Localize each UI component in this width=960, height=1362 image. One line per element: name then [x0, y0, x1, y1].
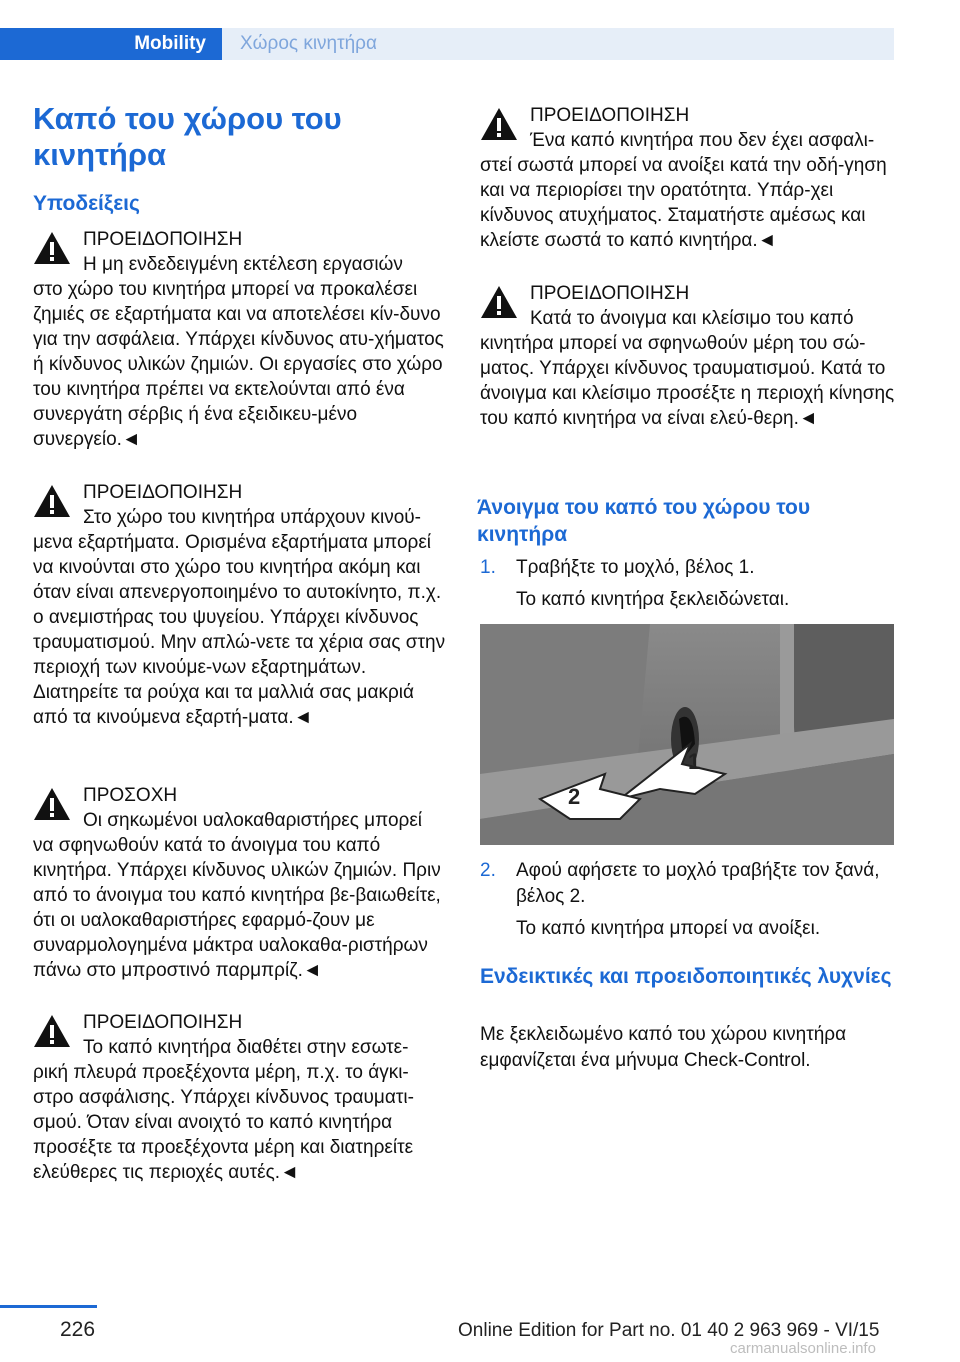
warning-text: ρική πλευρά προεξέχοντα μέρη, π.χ. το άγκι‐στρο ασφάλισης. Υπάρχει κίνδυνος τραυματι‐σμού. Όταν είναι ανοιχτό το καπό κινητήρα προσέξτε τα προεξέχοντα μέρη και διατηρείτε ελεύθερες τις περιοχές αυτές.◄ [33, 1062, 414, 1183]
subsection-tab [222, 28, 894, 60]
section-title-lamps: Ενδεικτικές και προειδοποιητικές λυχνίες [480, 965, 892, 988]
warning-first-line: Η μη ενδεδειγμένη εκτέλεση εργασιών [83, 254, 403, 275]
page-title [33, 101, 342, 173]
watermark: carmanualsonline.info [730, 1340, 876, 1357]
warning-first-line: Ένα καπό κινητήρα που δεν έχει ασφαλι‐ [530, 130, 875, 151]
caution-first-line: Οι σηκωμένοι υαλοκαθαριστήρες μπορεί [83, 810, 423, 831]
subtitle-hints: Υποδείξεις [33, 192, 140, 215]
warning-first-line: Στο χώρο του κινητήρα υπάρχουν κινού‐ [83, 507, 422, 528]
step-number: 1. [480, 557, 496, 578]
step-number: 2. [480, 860, 496, 881]
warning-title: ΠΡΟΕΙΔΟΠΟΙΗΣΗ [83, 229, 243, 250]
warning-first-line: Το καπό κινητήρα διαθέτει στην εσωτε‐ [83, 1037, 409, 1058]
caution-text: να σφηνωθούν κατά το άνοιγμα του καπό κινητήρα. Υπάρχει κίνδυνος υλικών ζημιών. Πριν από το άνοιγμα του καπό κινητήρα βε‐βαιωθείτε, ότι οι υαλοκαθαριστήρες εφαρμό‐ζουν με συναρμολογημένα μάκτρα υαλοκαθα‐ριστήρων πάνω στο μπροστινό παρμπρίζ.◄ [33, 835, 441, 981]
caution-title: ΠΡΟΣΟΧΗ [83, 785, 178, 806]
warning-title: ΠΡΟΕΙΔΟΠΟΙΗΣΗ [83, 482, 243, 503]
warning-text: στεί σωστά μπορεί να ανοίξει κατά την οδή‐γηση και να περιορίσει την ορατότητα. Υπάρ‐χει κίνδυνος ατυχήματος. Σταματήστε αμέσως και κλείστε σωστά το καπό κινητήρα.◄ [480, 155, 887, 251]
warning-text: μενα εξαρτήματα. Ορισμένα εξαρτήματα μπορεί να κινούνται στο χώρο του κινητήρα ακόμη και όταν είναι απενεργοποιημένο το αυτοκίνητο, π.χ. ο ανεμιστήρας του ψυγείου. Υπάρχει κίνδυνος τραυματισμού. Μην απλώ‐νετε τα χέρια σας στην περιοχή των κινούμε‐νων εξαρτημάτων. Διατηρείτε τα ρούχα και τα μαλλιά σας μακριά από τα κινούμενα εξαρτή‐ματα.◄ [33, 532, 446, 728]
step-text: Αφού αφήσετε το μοχλό τραβήξτε τον ξανά, βέλος 2. [516, 860, 880, 907]
page-number: 226 [60, 1318, 96, 1341]
warning-triangle-icon [33, 231, 71, 265]
warning-block [33, 1010, 448, 1185]
step-item [480, 555, 895, 613]
step-result: Το καπό κινητήρα ξεκλειδώνεται. [516, 589, 790, 610]
warning-text: κινητήρα μπορεί να σφηνωθούν μέρη του σώ‐ματος. Υπάρχει κίνδυνος τραυματισμού. Κατά το άνοιγμα και κλείσιμο προσέξτε η περιοχή κίνησης του καπό κινητήρα να είναι ελεύ‐θερη.◄ [480, 333, 895, 429]
arrow-1-label: 1 [688, 749, 701, 774]
lamps-text: Με ξεκλειδωμένο καπό του χώρου κινητήρα εμφανίζεται ένα μήνυμα Check-Control. [480, 1024, 847, 1071]
warning-triangle-icon [33, 787, 71, 821]
section-tab [0, 28, 222, 60]
warning-text: στο χώρο του κινητήρα μπορεί να προκαλέσει ζημιές σε εξαρτήματα και να αποτελέσει κίν‐δυνο για την ασφάλεια. Υπάρχει κίνδυνος ατυ‐χήματος ή κίνδυνος υλικών ζημιών. Οι εργασίες στο χώρο του κινητήρα πρέπει να εκτελούνται από ένα συνεργάτη σέρβις ή ένα εξειδικευ‐μένο συνεργείο.◄ [33, 279, 444, 450]
warning-triangle-icon [480, 107, 518, 141]
warning-block [33, 227, 448, 452]
edition-text: Online Edition for Part no. 01 40 2 963 969 - VI/15 [458, 1320, 880, 1341]
warning-block [480, 281, 895, 431]
warning-title: ΠΡΟΕΙΔΟΠΟΙΗΣΗ [530, 105, 690, 126]
warning-title: ΠΡΟΕΙΔΟΠΟΙΗΣΗ [83, 1012, 243, 1033]
hood-release-lever-photo [480, 624, 894, 845]
section-tab-label: Mobility [134, 33, 206, 54]
page-title-line2: κινητήρα [33, 137, 167, 172]
warning-block [33, 480, 448, 730]
footer-rule [0, 1305, 97, 1308]
step-result: Το καπό κινητήρα μπορεί να ανοίξει. [516, 918, 821, 939]
step-item [480, 858, 895, 942]
page-title-line1: Καπό του χώρου του [33, 101, 342, 136]
header-bar [0, 28, 894, 60]
warning-block [480, 103, 895, 253]
arrow-2-label: 2 [568, 784, 581, 809]
caution-block [33, 783, 448, 983]
subsection-tab-label: Χώρος κινητήρα [240, 33, 377, 54]
step-text: Τραβήξτε το μοχλό, βέλος 1. [516, 557, 755, 578]
warning-triangle-icon [33, 484, 71, 518]
warning-triangle-icon [33, 1014, 71, 1048]
warning-title: ΠΡΟΕΙΔΟΠΟΙΗΣΗ [530, 283, 690, 304]
section-title-opening: Άνοιγμα του καπό του χώρου του κινητήρα [477, 496, 811, 546]
warning-first-line: Κατά το άνοιγμα και κλείσιμο του καπό [530, 308, 854, 329]
warning-triangle-icon [480, 285, 518, 319]
